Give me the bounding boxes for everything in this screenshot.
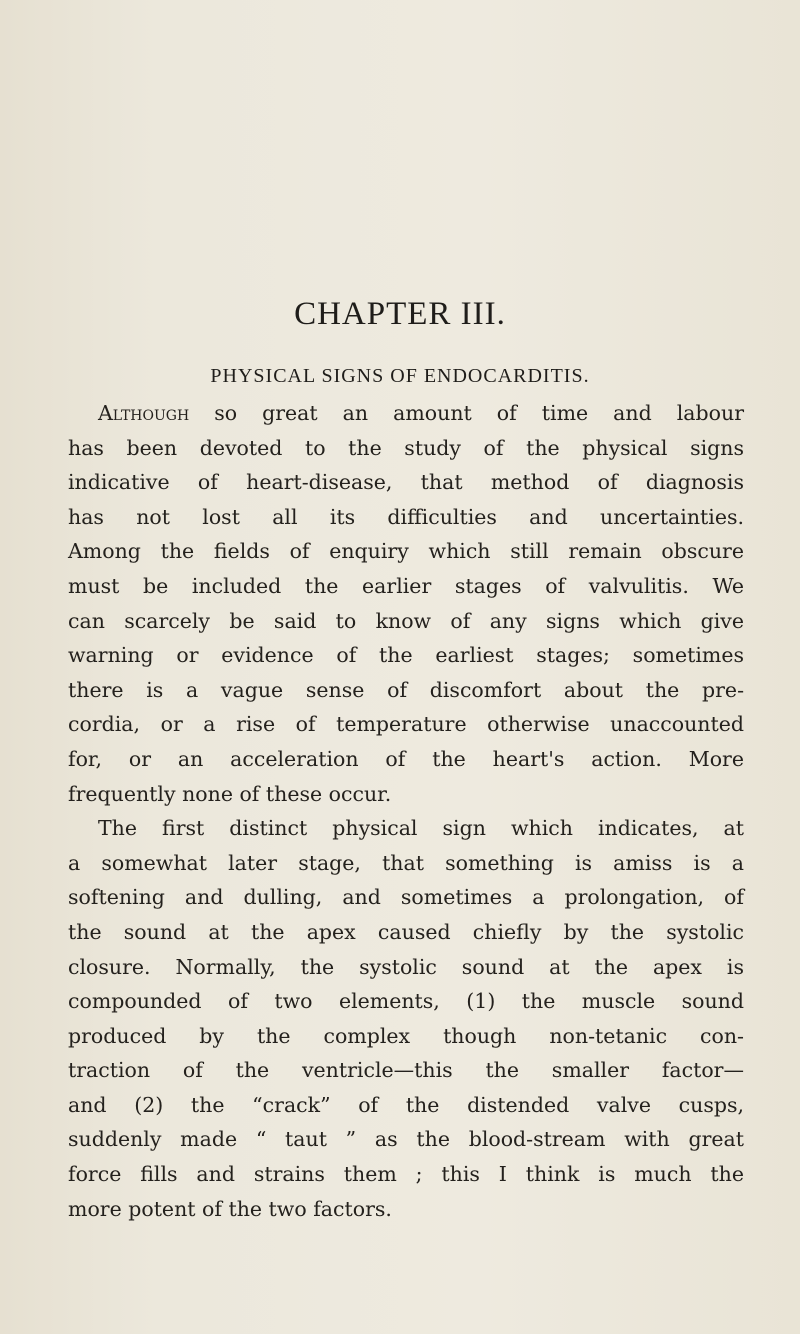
text-line: softening and dulling, and sometimes a prolongation, of: [68, 885, 744, 910]
drop-word: Although: [98, 401, 190, 425]
text-line: cordia, or a rise of temperature otherwise unaccounted: [68, 712, 744, 737]
body-text: [68, 396, 744, 1226]
text-line: there is a vague sense of discomfort about the pre-: [68, 677, 744, 702]
section-title: PHYSICAL SIGNS OF ENDOCARDITIS.: [210, 365, 590, 387]
text-line-rest: so great an amount of time and labour: [189, 401, 744, 425]
chapter-title: CHAPTER III.: [294, 296, 506, 332]
text-line: suddenly made “ taut ” as the blood-stream with great: [68, 1127, 744, 1152]
text-line: traction of the ventricle—this the smaller factor—: [68, 1058, 744, 1083]
text-line: more potent of the two factors.: [68, 1196, 392, 1221]
text-line: closure. Normally, the systolic sound at the apex is: [68, 954, 744, 979]
text-line: and (2) the “crack” of the distended valve cusps,: [68, 1092, 744, 1117]
text-line: produced by the complex though non-tetanic con-: [68, 1023, 744, 1048]
paragraph-1: [68, 396, 744, 811]
text-line: can scarcely be said to know of any signs which give: [68, 608, 744, 633]
text-line: indicative of heart-disease, that method of diagnosis: [68, 470, 744, 495]
paragraph-2: [68, 811, 744, 1226]
text-line: has not lost all its difficulties and uncertainties.: [68, 504, 744, 529]
text-line: must be included the earlier stages of valvulitis. We: [68, 573, 744, 598]
text-line: frequently none of these occur.: [68, 781, 392, 806]
text-line: The first distinct physical sign which indicates, at: [98, 816, 744, 841]
text-line: warning or evidence of the earliest stages; sometimes: [68, 643, 744, 668]
text-line: has been devoted to the study of the physical signs: [68, 435, 744, 460]
text-line: the sound at the apex caused chiefly by the systolic: [68, 919, 744, 944]
text-line: for, or an acceleration of the heart's action. More: [68, 746, 744, 771]
text-line: Among the fields of enquiry which still remain obscure: [68, 539, 744, 564]
text-line: compounded of two elements, (1) the muscle sound: [68, 989, 744, 1014]
text-line: a somewhat later stage, that something is amiss is a: [68, 850, 744, 875]
text-line: [68, 396, 744, 431]
text-line: force fills and strains them ; this I think is much the: [68, 1162, 744, 1187]
